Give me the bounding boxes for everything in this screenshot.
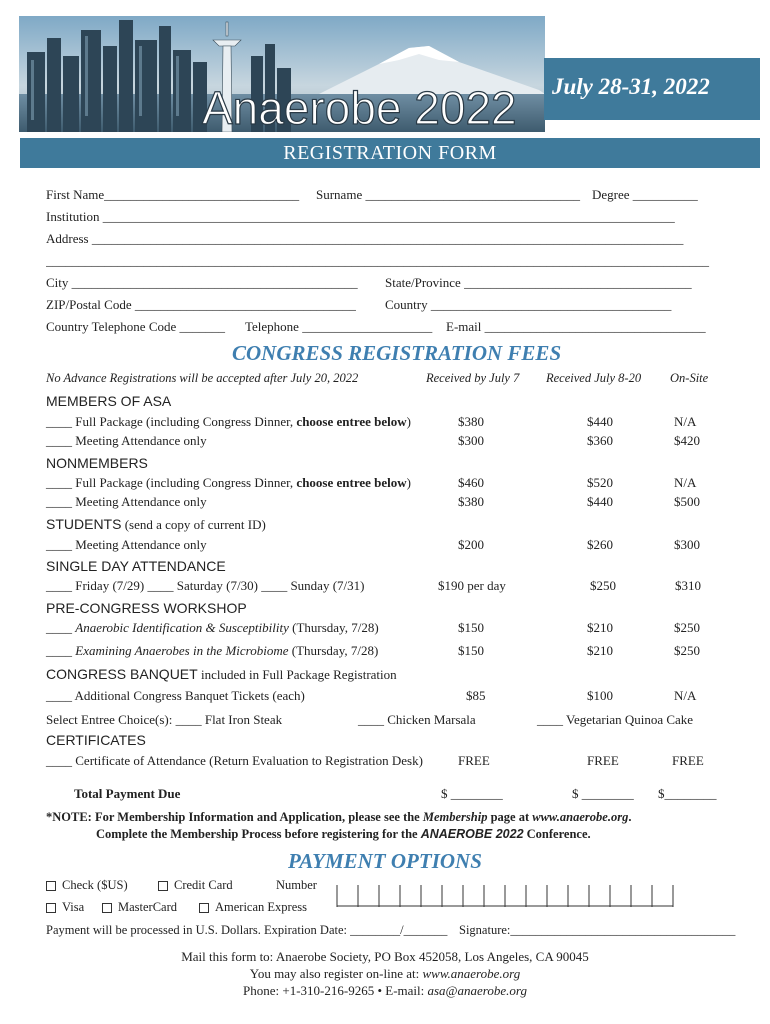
checkbox-icon — [199, 903, 209, 913]
entree-vegetarian-option[interactable]: ____ Vegetarian Quinoa Cake — [537, 712, 694, 727]
total-onsite-field[interactable]: $________ — [658, 786, 717, 801]
institution-field[interactable]: Institution ________________________________________________________________________________________ — [46, 209, 675, 224]
nonmembers-full-package-option[interactable] — [46, 475, 411, 491]
price-cell: FREE — [458, 753, 490, 768]
note-text: Complete the Membership Process before registering for the — [96, 827, 421, 841]
credit-card-option[interactable] — [158, 878, 233, 893]
price-cell: $300 — [458, 433, 484, 448]
col-header-onsite: On-Site — [670, 371, 709, 385]
signature-field[interactable]: Signature:____________________________________ — [459, 923, 736, 937]
card-digit-boxes — [336, 885, 684, 907]
note-event-name: ANAEROBE 2022 — [420, 827, 524, 841]
header-banner-image — [19, 16, 545, 132]
checkbox-icon — [46, 903, 56, 913]
online-text: You may also register on-line at: — [249, 966, 423, 981]
workshop-name: Anaerobic Identification & Susceptibility — [75, 620, 289, 635]
price-cell: $460 — [458, 475, 484, 490]
price-cell: N/A — [674, 414, 697, 429]
option-blank: ____ — [46, 620, 76, 635]
fees-heading: CONGRESS REGISTRATION FEES — [232, 341, 562, 365]
fees-deadline-note: No Advance Registrations will be accepted after July 20, 2022 — [46, 371, 359, 385]
price-cell: $520 — [587, 475, 613, 490]
address-field[interactable]: Address ___________________________________________________________________________________________ — [46, 231, 684, 246]
note-text: . — [628, 810, 632, 824]
students-meeting-option[interactable]: ____ Meeting Attendance only — [46, 537, 207, 552]
price-cell: $210 — [587, 643, 613, 658]
first-name-field[interactable]: First Name______________________________ — [46, 187, 300, 202]
price-cell: $250 — [674, 620, 700, 635]
website-link[interactable]: www.anaerobe.org — [422, 966, 521, 981]
price-cell: $150 — [458, 620, 484, 635]
members-meeting-option[interactable]: ____ Meeting Attendance only — [46, 433, 207, 448]
form-title-bar — [20, 138, 760, 168]
entree-steak-option[interactable]: Select Entree Choice(s): ____ Flat Iron Steak — [46, 712, 283, 727]
payment-heading: PAYMENT OPTIONS — [288, 849, 482, 873]
nonmembers-section-title: NONMEMBERS — [46, 455, 148, 471]
surname-field[interactable]: Surname _________________________________ — [316, 187, 580, 202]
degree-field[interactable]: Degree __________ — [592, 187, 698, 202]
price-cell: N/A — [674, 688, 697, 703]
country-code-field[interactable]: Country Telephone Code _______ — [46, 319, 226, 334]
checkbox-icon — [102, 903, 112, 913]
card-number-input[interactable] — [336, 885, 684, 907]
visa-label: Visa — [62, 900, 85, 914]
workshop-section-title: PRE-CONGRESS WORKSHOP — [46, 600, 247, 616]
price-cell: $310 — [675, 578, 701, 593]
option-label: ____ Full Package (including Congress Dinner, — [46, 475, 297, 490]
zip-field[interactable]: ZIP/Postal Code __________________________________ — [46, 297, 356, 312]
option-label: ____ Full Package (including Congress Dinner, — [46, 414, 297, 429]
price-cell: $440 — [587, 414, 613, 429]
amex-label: American Express — [215, 900, 307, 914]
phone-text: Phone: +1-310-216-9265 • E-mail: — [243, 983, 428, 998]
email-link[interactable]: asa@anaerobe.org — [427, 983, 527, 998]
option-label-end: ) — [406, 414, 411, 429]
visa-option[interactable] — [46, 900, 84, 915]
total-payment-label: Total Payment Due — [74, 786, 181, 801]
price-cell: $380 — [458, 414, 484, 429]
certificate-option[interactable]: ____ Certificate of Attendance (Return Evaluation to Registration Desk) — [46, 753, 423, 768]
city-field[interactable]: City ____________________________________________ — [46, 275, 358, 290]
country-field[interactable]: Country _____________________________________ — [385, 297, 672, 312]
option-blank: ____ — [46, 643, 76, 658]
nonmembers-meeting-option[interactable]: ____ Meeting Attendance only — [46, 494, 207, 509]
note-membership: Membership — [422, 810, 488, 824]
credit-label: Credit Card — [174, 878, 233, 892]
workshop-name: Examining Anaerobes in the Microbiome — [75, 643, 289, 658]
state-field[interactable]: State/Province ___________________________________ — [385, 275, 692, 290]
banquet-tickets-option[interactable]: ____ Additional Congress Banquet Tickets (each) — [46, 688, 305, 703]
mail-address: Mail this form to: Anaerobe Society, PO Box 452058, Los Angeles, CA 90045 — [181, 949, 589, 964]
price-cell: $250 — [590, 578, 616, 593]
students-section-title — [46, 516, 266, 534]
single-day-options[interactable]: ____ Friday (7/29) ____ Saturday (7/30) ____ Sunday (7/31) — [46, 578, 365, 593]
students-note: (send a copy of current ID) — [121, 517, 266, 532]
date-band — [544, 58, 760, 120]
price-cell: N/A — [674, 475, 697, 490]
price-cell: $300 — [674, 537, 700, 552]
online-registration — [0, 966, 770, 982]
price-cell: $150 — [458, 643, 484, 658]
email-field[interactable]: E-mail __________________________________ — [446, 319, 706, 334]
members-full-package-option[interactable] — [46, 414, 411, 430]
checkbox-icon — [158, 881, 168, 891]
price-cell: $100 — [587, 688, 613, 703]
workshop-microbiome-option[interactable] — [46, 643, 378, 659]
students-title: STUDENTS — [46, 516, 122, 532]
note-website-link[interactable]: www.anaerobe.org — [532, 810, 629, 824]
banquet-note: included in Full Package Registration — [197, 667, 397, 682]
seattle-skyline-illustration — [19, 16, 545, 132]
note-text: page at — [487, 810, 533, 824]
price-cell: $210 — [587, 620, 613, 635]
total-mid-field[interactable]: $ ________ — [572, 786, 634, 801]
contact-line — [0, 983, 770, 999]
option-label-end: ) — [406, 475, 411, 490]
banquet-title: CONGRESS BANQUET — [46, 666, 198, 682]
price-cell: $380 — [458, 494, 484, 509]
membership-note — [46, 810, 631, 825]
banquet-section-title — [46, 666, 397, 684]
card-number-label: Number — [276, 878, 317, 892]
note-text: Conference. — [523, 827, 591, 841]
amex-option[interactable] — [199, 900, 307, 915]
price-cell: $250 — [674, 643, 700, 658]
workshop-date: (Thursday, 7/28) — [288, 643, 379, 658]
form-title: REGISTRATION FORM — [283, 142, 497, 164]
workshop-date: (Thursday, 7/28) — [288, 620, 379, 635]
option-label-bold: choose entree below — [296, 414, 407, 429]
note-text: *NOTE: For Membership Information and Application, please see the — [46, 810, 423, 824]
checkbox-icon — [46, 881, 56, 891]
event-dates: July 28-31, 2022 — [552, 74, 710, 99]
check-option[interactable] — [46, 878, 128, 893]
option-label-bold: choose entree below — [296, 475, 407, 490]
mastercard-label: MasterCard — [118, 900, 178, 914]
col-header-mid: Received July 8-20 — [546, 371, 642, 385]
price-cell: FREE — [587, 753, 619, 768]
certificates-section-title: CERTIFICATES — [46, 732, 146, 748]
price-cell: $260 — [587, 537, 613, 552]
price-cell: $440 — [587, 494, 613, 509]
entree-chicken-option[interactable]: ____ Chicken Marsala — [358, 712, 476, 727]
col-header-early: Received by July 7 — [426, 371, 520, 385]
price-cell: $360 — [587, 433, 613, 448]
price-cell: $190 per day — [438, 578, 506, 593]
price-cell: $200 — [458, 537, 484, 552]
telephone-field[interactable]: Telephone ____________________ — [245, 319, 433, 334]
price-cell: $420 — [674, 433, 700, 448]
price-cell: $85 — [466, 688, 486, 703]
price-cell: $500 — [674, 494, 700, 509]
membership-note-line2 — [96, 827, 591, 842]
single-day-section-title: SINGLE DAY ATTENDANCE — [46, 558, 226, 574]
total-early-field[interactable]: $ ________ — [441, 786, 503, 801]
mastercard-option[interactable] — [102, 900, 177, 915]
event-title: Anaerobe 2022 — [202, 82, 517, 132]
check-label: Check ($US) — [62, 878, 128, 892]
address-line2-field[interactable]: ______________________________________________________________________________________________________ — [46, 253, 709, 268]
workshop-identification-option[interactable] — [46, 620, 379, 636]
price-cell: FREE — [672, 753, 704, 768]
members-section-title: MEMBERS OF ASA — [46, 393, 172, 409]
expiration-field[interactable]: Payment will be processed in U.S. Dollars. Expiration Date: ________/_______ — [46, 923, 448, 937]
